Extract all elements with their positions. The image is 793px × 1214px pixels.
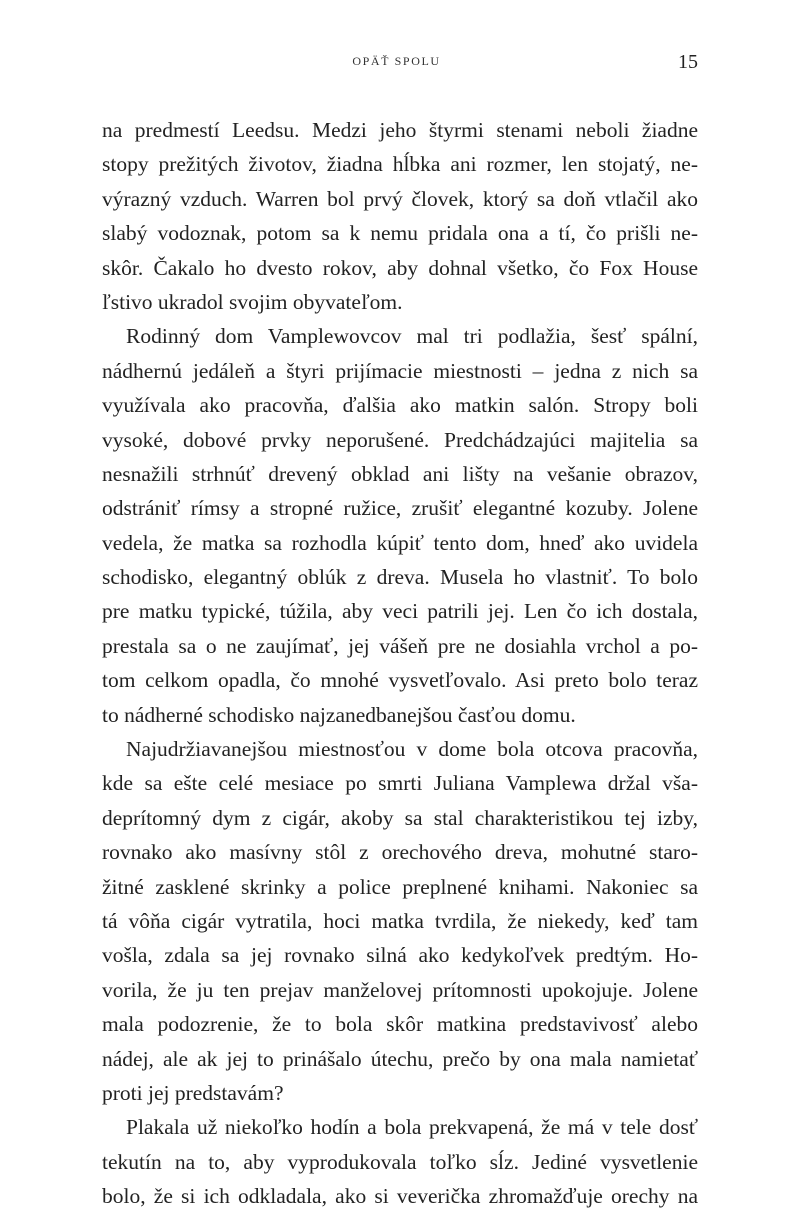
text-line: pre matku typické, túžila, aby veci patrili jej. Len čo ich dostala, bbox=[102, 599, 698, 624]
text-line: žitné zasklené skrinky a police preplnené knihami. Nakoniec sa bbox=[102, 874, 698, 899]
text-line: vysoké, dobové prvky neporušené. Predchádzajúci majitelia sa bbox=[102, 427, 698, 452]
text-line: tá vôňa cigár vytratila, hoci matka tvrdila, že niekedy, keď tam bbox=[102, 908, 698, 933]
text-line: vorila, že ju ten prejav manželovej prítomnosti upokojuje. Jolene bbox=[102, 977, 698, 1002]
paragraph bbox=[102, 319, 698, 732]
page-number: 15 bbox=[678, 51, 698, 73]
text-line: stopy prežitých životov, žiadna hĺbka ani rozmer, len stojatý, ne- bbox=[102, 152, 698, 177]
text-line: na predmestí Leedsu. Medzi jeho štyrmi stenami neboli žiadne bbox=[102, 118, 698, 142]
text-line: ľstivo ukradol svojim obyvateľom. bbox=[102, 289, 403, 314]
text-line: Rodinný dom Vamplewovcov mal tri podlažia, šesť spální, bbox=[126, 324, 698, 349]
text-line: nádhernú jedáleň a štyri prijímacie miestnosti – jedna z nich sa bbox=[102, 358, 698, 383]
text-line: nádej, ale ak jej to prinášalo útechu, prečo by ona mala namietať bbox=[102, 1046, 698, 1071]
text-line: to nádherné schodisko najzanedbanejšou časťou domu. bbox=[102, 702, 576, 727]
text-line: proti jej predstavám? bbox=[102, 1080, 284, 1105]
text-line: schodisko, elegantný oblúk z dreva. Musela ho vlastniť. To bolo bbox=[102, 565, 698, 590]
text-line: výrazný vzduch. Warren bol prvý človek, ktorý sa doň vtlačil ako bbox=[102, 186, 698, 211]
text-line: skôr. Čakalo ho dvesto rokov, aby dohnal všetko, čo Fox House bbox=[102, 255, 698, 280]
text-line: Najudržiavanejšou miestnosťou v dome bola otcova pracovňa, bbox=[126, 737, 698, 762]
text-line: bolo, že si ich odkladala, ako si veverička zhromažďuje orechy na bbox=[102, 1184, 698, 1209]
text-line: deprítomný dym z cigár, akoby sa stal charakteristikou tej izby, bbox=[102, 805, 698, 830]
text-line: rovnako ako masívny stôl z orechového dreva, mohutné staro- bbox=[102, 840, 698, 865]
body-text bbox=[102, 113, 698, 1214]
text-line: využívala ako pracovňa, ďalšia ako matkin salón. Stropy boli bbox=[102, 393, 698, 418]
paragraph bbox=[102, 1110, 698, 1213]
text-line: slabý vodoznak, potom sa k nemu pridala ona a tí, čo prišli ne- bbox=[102, 221, 698, 246]
text-line: kde sa ešte celé mesiace po smrti Juliana Vamplewa držal vša- bbox=[102, 771, 698, 796]
paragraph bbox=[102, 732, 698, 1110]
text-line: vedela, že matka sa rozhodla kúpiť tento dom, hneď ako uvidela bbox=[102, 530, 698, 555]
text-line: odstrániť rímsy a stropné ružice, zrušiť elegantné kozuby. Jolene bbox=[102, 496, 698, 521]
text-line: vošla, zdala sa jej rovnako silná ako kedykoľvek predtým. Ho- bbox=[102, 943, 698, 968]
running-head bbox=[0, 52, 793, 76]
text-line: nesnažili strhnúť drevený obklad ani lišty na vešanie obrazov, bbox=[102, 461, 698, 486]
text-line: Plakala už niekoľko hodín a bola prekvapená, že má v tele dosť bbox=[126, 1115, 698, 1140]
paragraph bbox=[102, 113, 698, 319]
text-line: prestala sa o ne zaujímať, jej vášeň pre ne dosiahla vrchol a po- bbox=[102, 633, 698, 658]
running-title: OPÄŤ SPOLU bbox=[352, 54, 441, 68]
text-line: mala podozrenie, že to bola skôr matkina predstavivosť alebo bbox=[102, 1012, 698, 1037]
text-line: tom celkom opadla, čo mnohé vysvetľovalo. Asi preto bolo teraz bbox=[102, 668, 698, 693]
text-line: tekutín na to, aby vyprodukovala toľko sĺz. Jediné vysvetlenie bbox=[102, 1149, 698, 1174]
